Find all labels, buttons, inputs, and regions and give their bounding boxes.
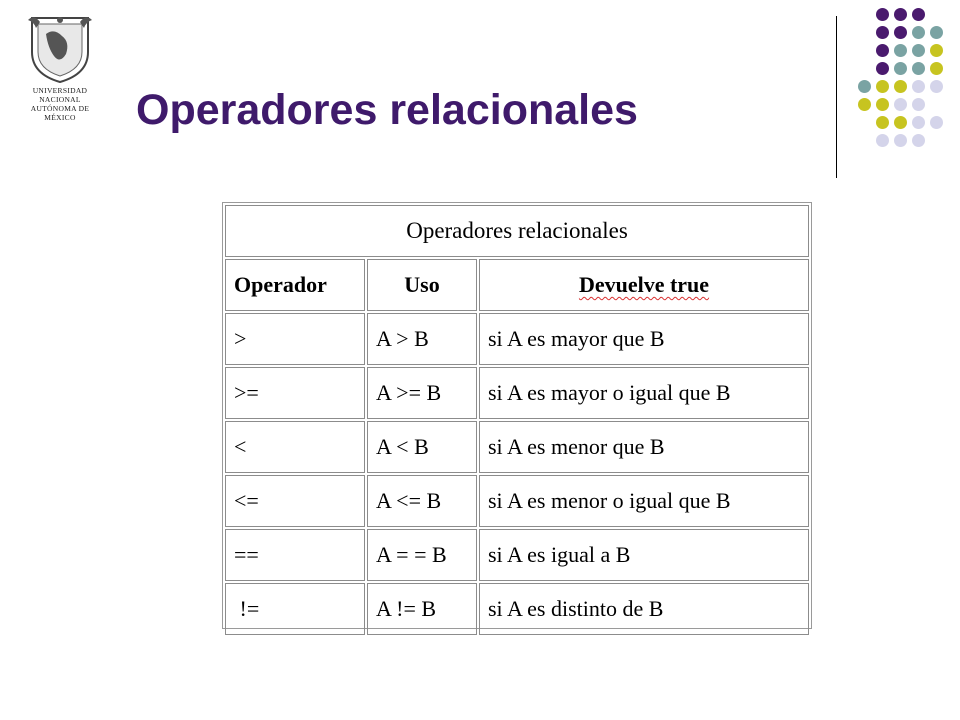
decorative-dot <box>858 80 871 93</box>
decorative-dot <box>876 26 889 39</box>
table-row <box>225 475 809 527</box>
vertical-divider <box>836 16 837 178</box>
decorative-dot <box>930 80 943 93</box>
result-cell: si A es mayor que B <box>479 313 809 365</box>
operator-cell: <= <box>225 475 365 527</box>
usage-cell: A < B <box>367 421 477 473</box>
decorative-dot <box>894 44 907 57</box>
operator-cell: >= <box>225 367 365 419</box>
usage-cell: A = = B <box>367 529 477 581</box>
operator-cell: < <box>225 421 365 473</box>
decorative-dot <box>912 80 925 93</box>
decorative-dot <box>912 44 925 57</box>
usage-cell: A != B <box>367 583 477 635</box>
decorative-dot <box>894 80 907 93</box>
usage-cell: A > B <box>367 313 477 365</box>
table-row <box>225 367 809 419</box>
usage-cell: A >= B <box>367 367 477 419</box>
unam-logo <box>14 12 106 120</box>
table-row <box>225 529 809 581</box>
decorative-dot <box>912 26 925 39</box>
decorative-dot <box>876 62 889 75</box>
decorative-dot <box>894 98 907 111</box>
result-cell: si A es menor que B <box>479 421 809 473</box>
operator-cell: == <box>225 529 365 581</box>
result-cell: si A es distinto de B <box>479 583 809 635</box>
decorative-dot <box>894 26 907 39</box>
result-cell: si A es igual a B <box>479 529 809 581</box>
logo-caption <box>14 86 106 122</box>
table-caption: Operadores relacionales <box>225 205 809 257</box>
decorative-dot <box>912 62 925 75</box>
decorative-dot <box>876 44 889 57</box>
table-row <box>225 421 809 473</box>
decorative-dot <box>930 44 943 57</box>
operator-cell: != <box>225 583 365 635</box>
table-header-row <box>225 259 809 311</box>
table-row <box>225 583 809 635</box>
unam-crest-icon <box>26 12 94 84</box>
slide-title: Operadores relacionales <box>136 86 638 134</box>
decorative-dot <box>876 134 889 147</box>
decorative-dot <box>912 8 925 21</box>
decorative-dot <box>876 116 889 129</box>
decorative-dot <box>858 98 871 111</box>
decorative-dot <box>894 134 907 147</box>
decorative-dot <box>930 116 943 129</box>
usage-cell: A <= B <box>367 475 477 527</box>
decorative-dot <box>894 62 907 75</box>
logo-line-3: MÉXICO <box>44 113 76 122</box>
decorative-dot <box>876 8 889 21</box>
logo-line-1: UNIVERSIDAD NACIONAL <box>32 86 88 104</box>
decorative-dot <box>912 98 925 111</box>
decorative-dot <box>894 8 907 21</box>
header-operador: Operador <box>225 259 365 311</box>
decorative-dot <box>912 116 925 129</box>
header-devuelve-true-label: Devuelve true <box>578 272 710 297</box>
logo-line-2: AUTÓNOMA DE <box>30 104 90 113</box>
decorative-dot <box>876 98 889 111</box>
decorative-dot <box>930 26 943 39</box>
decorative-dot <box>912 134 925 147</box>
decorative-dot <box>930 62 943 75</box>
table-row <box>225 313 809 365</box>
header-devuelve-true <box>479 259 809 311</box>
operator-cell: > <box>225 313 365 365</box>
result-cell: si A es menor o igual que B <box>479 475 809 527</box>
operators-table <box>222 202 812 629</box>
header-uso: Uso <box>367 259 477 311</box>
result-cell: si A es mayor o igual que B <box>479 367 809 419</box>
decorative-dot-grid <box>844 8 956 158</box>
decorative-dot <box>876 80 889 93</box>
decorative-dot <box>894 116 907 129</box>
